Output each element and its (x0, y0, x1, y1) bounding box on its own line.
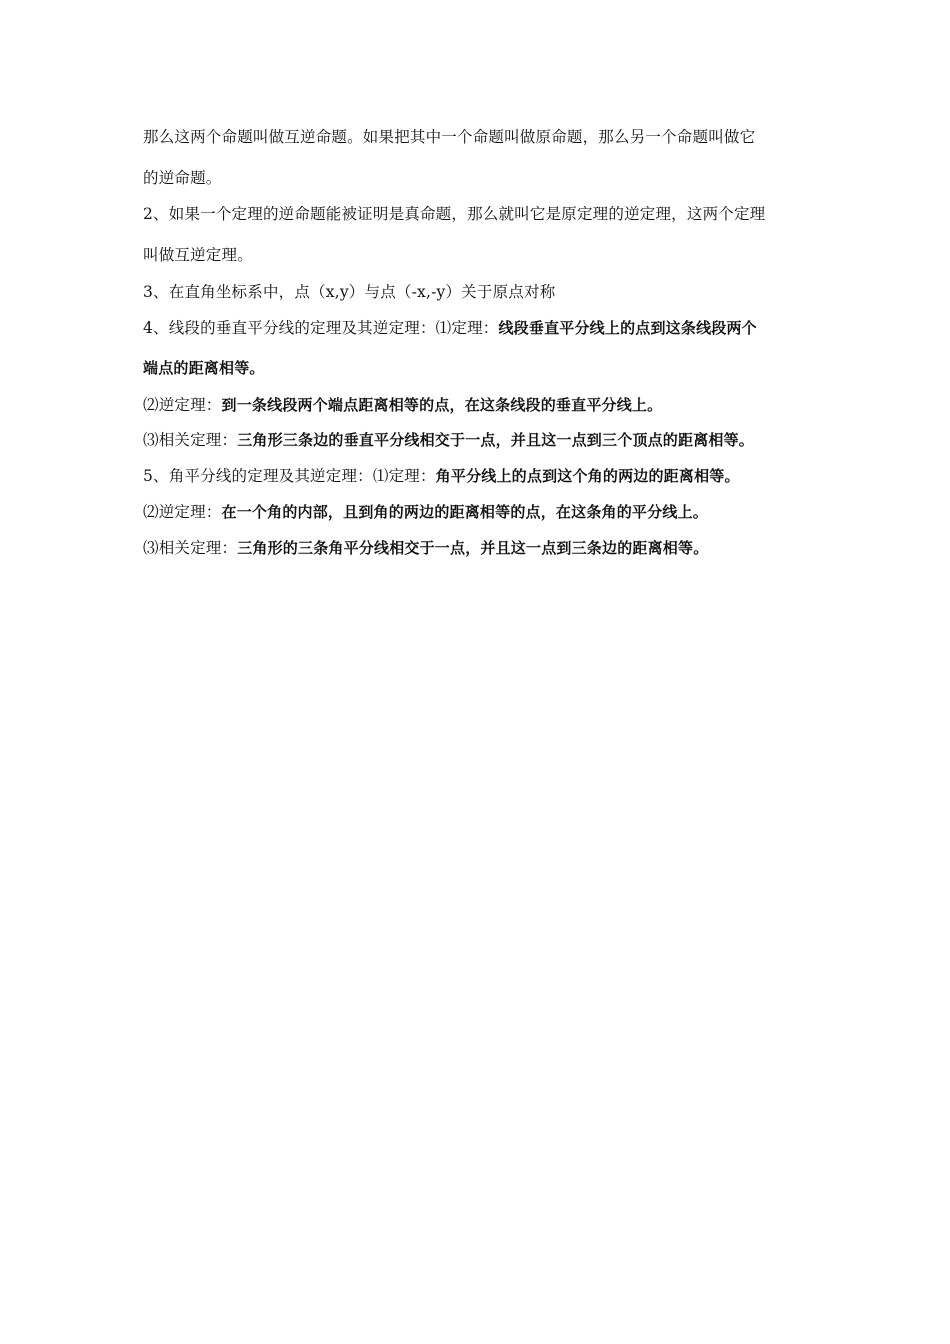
theorem-text: 端点的距离相等。 (143, 359, 265, 377)
line-prefix: 4、线段的垂直平分线的定理及其逆定理：⑴定理： (143, 319, 499, 337)
theorem-text: 线段垂直平分线上的点到这条线段两个 (498, 319, 757, 337)
line-prefix: ⑶相关定理： (143, 539, 238, 557)
item-4-converse-line (143, 395, 662, 415)
line-prefix: ⑶相关定理： (143, 431, 238, 449)
item-2-line-2 (143, 245, 253, 265)
line-prefix: ⑵逆定理： (143, 503, 222, 521)
item-4-line-1 (143, 318, 757, 338)
theorem-text: 角平分线上的点到这个角的两边的距离相等。 (435, 467, 740, 485)
item-4-line-2 (143, 358, 265, 378)
item-4-related-line (143, 430, 754, 450)
line-text: 2、如果一个定理的逆命题能被证明是真命题，那么就叫它是原定理的逆定理，这两个定理 (143, 205, 766, 223)
line-text: 那么这两个命题叫做互逆命题。如果把其中一个命题叫做原命题，那么另一个命题叫做它 (143, 128, 756, 146)
item-3-line (143, 282, 555, 302)
paragraph-line-2 (143, 168, 222, 188)
paragraph-line-1 (143, 127, 755, 147)
line-prefix: 5、角平分线的定理及其逆定理：⑴定理： (143, 467, 436, 485)
theorem-text: 三角形三条边的垂直平分线相交于一点，并且这一点到三个顶点的距离相等。 (237, 431, 755, 449)
line-prefix: ⑵逆定理： (143, 396, 222, 414)
line-text: 叫做互逆定理。 (143, 246, 253, 264)
item-5-related-line (143, 538, 708, 558)
theorem-text: 三角形的三条角平分线相交于一点，并且这一点到三条边的距离相等。 (237, 539, 709, 557)
item-2-line-1 (143, 204, 765, 224)
theorem-text: 到一条线段两个端点距离相等的点，在这条线段的垂直平分线上。 (221, 396, 663, 414)
item-5-converse-line (143, 502, 708, 522)
item-5-line (143, 466, 740, 486)
line-text: 3、在直角坐标系中，点（x,y）与点（-x,-y）关于原点对称 (143, 283, 556, 301)
theorem-text: 在一个角的内部，且到角的两边的距离相等的点，在这条角的平分线上。 (221, 503, 708, 521)
line-text: 的逆命题。 (143, 169, 222, 187)
